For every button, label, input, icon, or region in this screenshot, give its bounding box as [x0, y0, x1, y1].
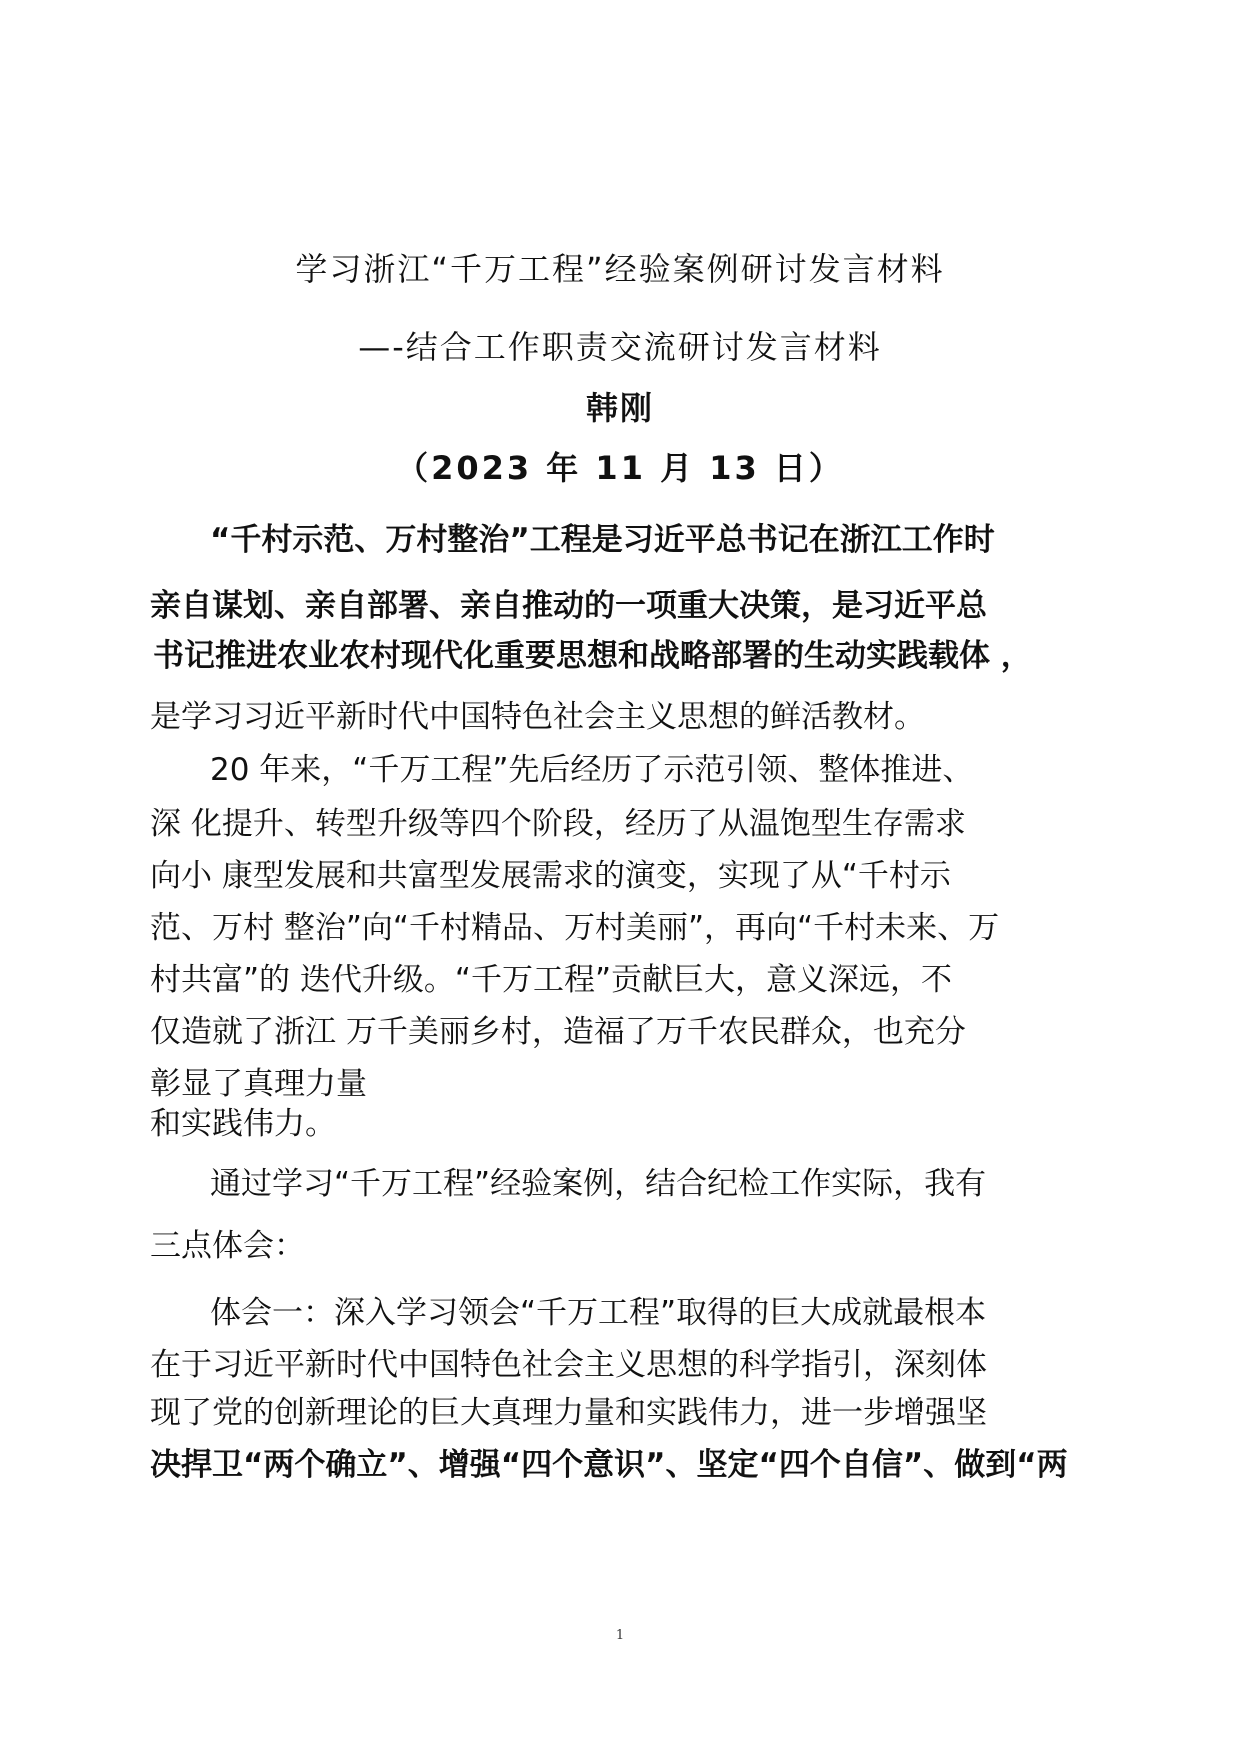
paragraph-line: 村共富”的 迭代升级。“千万工程”贡献巨大，意义深远，不	[150, 962, 953, 998]
paragraph-line: 20 年来，“千万工程”先后经历了示范引领、整体推进、	[210, 752, 974, 788]
paragraph-line: 体会一：深入学习领会“千万工程”取得的巨大成就最根本	[210, 1295, 987, 1331]
document-title: 学习浙江“千万工程”经验案例研讨发言材料	[295, 250, 945, 288]
paragraph-line: “千村示范、万村整治”工程是习近平总书记在浙江工作时	[210, 522, 995, 558]
paragraph-line: 现了党的创新理论的巨大真理力量和实践伟力，进一步增强坚	[150, 1395, 987, 1431]
paragraph-line: 三点体会：	[150, 1228, 305, 1264]
paragraph-line: 在于习近平新时代中国特色社会主义思想的科学指引，深刻体	[150, 1347, 987, 1383]
paragraph-line: 书记推进农业农村现代化重要思想和战略部署的生动实践载体 ，	[153, 638, 1032, 674]
paragraph-line: 仅造就了浙江 万千美丽乡村，造福了万千农民群众，也充分	[150, 1014, 966, 1050]
author-name: 韩刚	[585, 389, 654, 427]
document-date: （2023 年 11 月 13 日）	[396, 449, 844, 487]
paragraph-line: 彰显了真理力量	[150, 1066, 367, 1102]
paragraph-line: 亲自谋划、亲自部署、亲自推动的一项重大决策，是习近平总	[150, 588, 987, 624]
paragraph-line: 通过学习“千万工程”经验案例，结合纪检工作实际，我有	[210, 1166, 987, 1202]
paragraph-line: 决捍卫“两个确立”、增强“四个意识”、坚定“四个自信”、做到“两	[150, 1447, 1068, 1483]
paragraph-line: 范、万村 整治”向“千村精品、万村美丽”，再向“千村未来、万	[150, 910, 1000, 946]
document-subtitle: —-结合工作职责交流研讨发言材料	[358, 328, 882, 366]
paragraph-line: 和实践伟力。	[150, 1106, 336, 1142]
paragraph-line: 深 化提升、转型升级等四个阶段，经历了从温饱型生存需求	[150, 806, 966, 842]
page-number: 1	[615, 1628, 625, 1643]
paragraph-line: 向小 康型发展和共富型发展需求的演变，实现了从“千村示	[150, 858, 951, 894]
paragraph-line: 是学习习近平新时代中国特色社会主义思想的鲜活教材。	[150, 699, 925, 735]
